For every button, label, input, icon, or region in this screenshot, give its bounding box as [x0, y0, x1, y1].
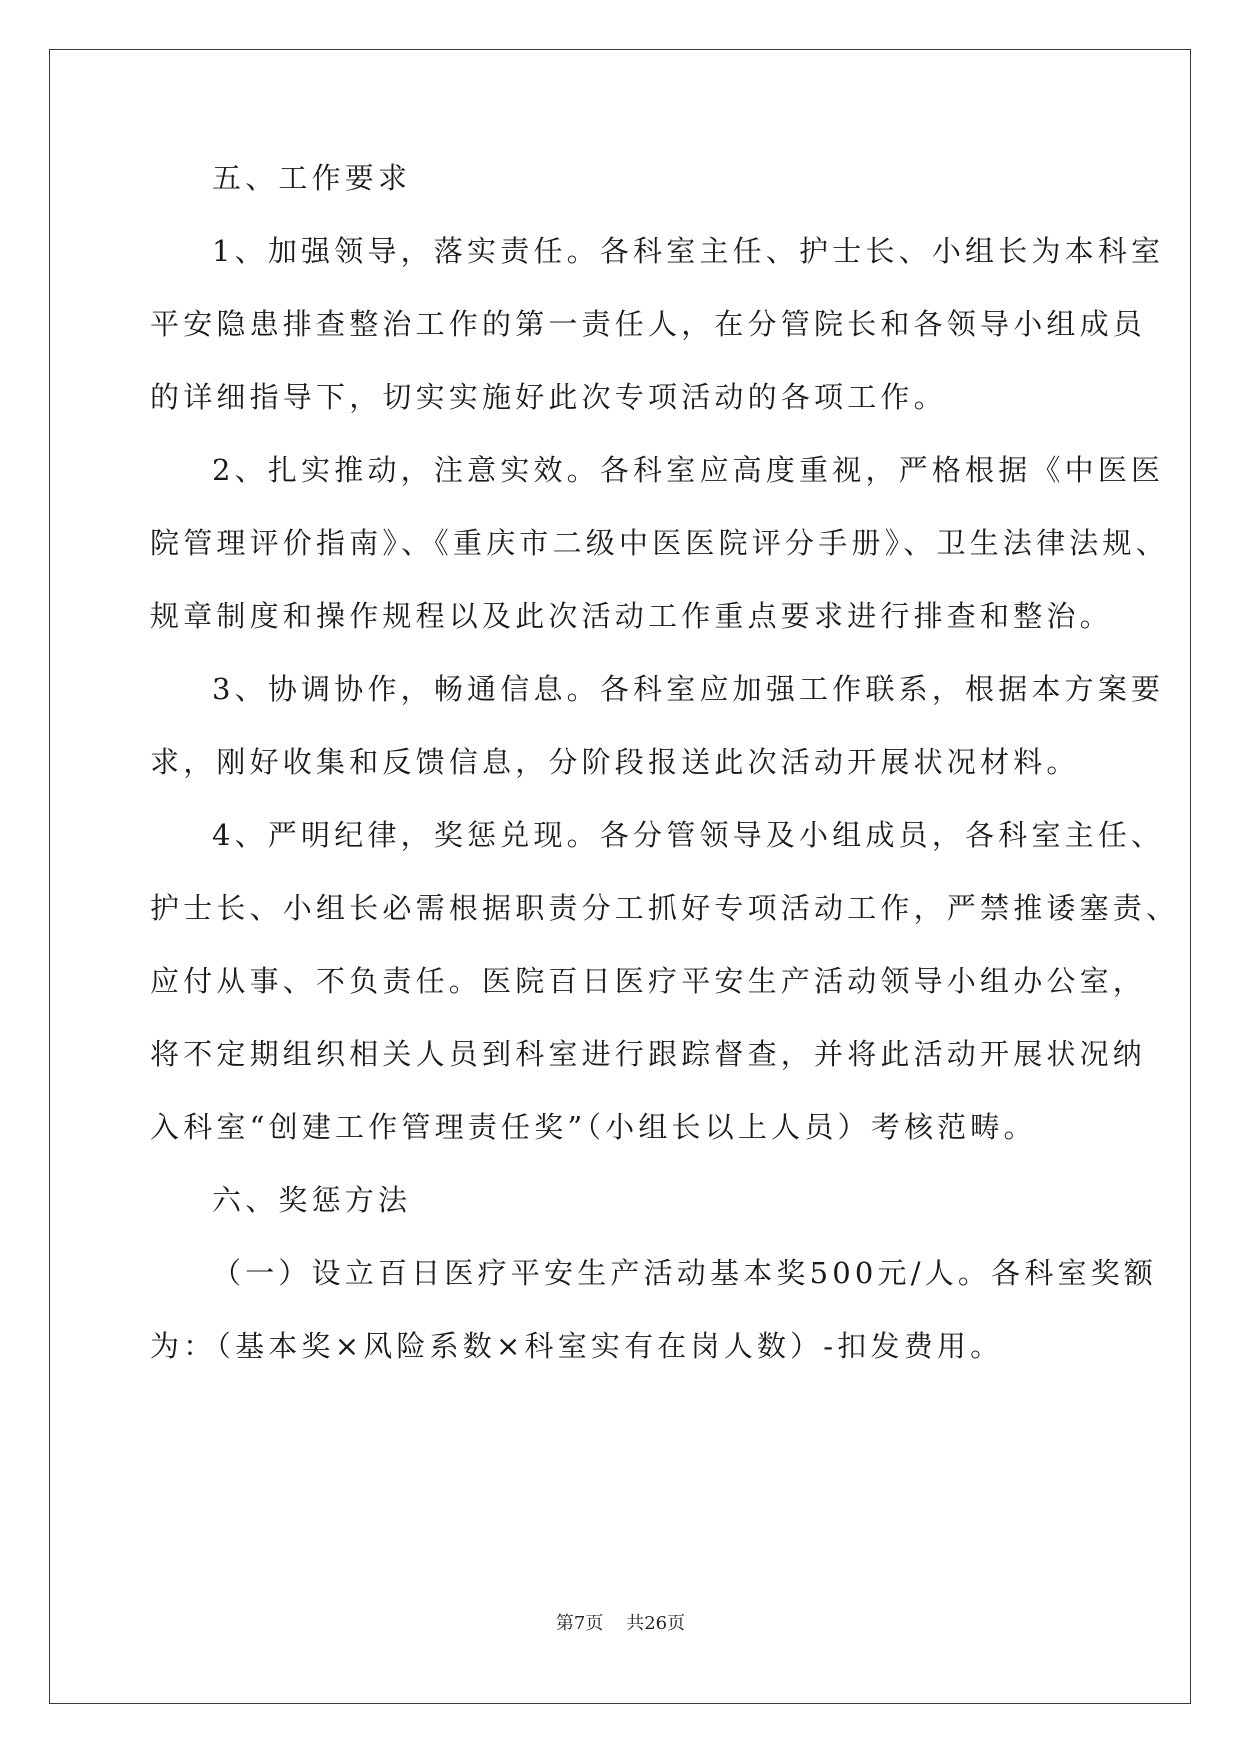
paragraph-line: 3、协调协作，畅通信息。各科室应加强工作联系，根据本方案要 [212, 672, 1165, 706]
paragraph-line: 的详细指导下，切实实施好此次专项活动的各项工作。 [150, 380, 947, 414]
paragraph-line: 护士长、小组长必需根据职责分工抓好专项活动工作，严禁推诿塞责、 [150, 891, 1180, 925]
section-heading-work-requirements: 五、工作要求 [212, 161, 412, 195]
paragraph-line: 入科室“创建工作管理责任奖”（小组长以上人员）考核范畴。 [150, 1110, 1037, 1144]
paragraph-line: （一）设立百日医疗平安生产活动基本奖500元/人。各科室奖额 [212, 1256, 1158, 1290]
paragraph-line: 院管理评价指南》、《重庆市二级中医医院评分手册》、卫生法律法规、 [150, 526, 1169, 560]
paragraph-line: 2、扎实推动，注意实效。各科室应高度重视，严格根据《中医医 [212, 453, 1165, 487]
paragraph-line: 规章制度和操作规程以及此次活动工作重点要求进行排查和整治。 [150, 599, 1113, 633]
section-heading-rewards-penalties: 六、奖惩方法 [212, 1183, 412, 1217]
paragraph-line: 4、严明纪律，奖惩兑现。各分管领导及小组成员，各科室主任、 [212, 818, 1165, 852]
page-footer [0, 1612, 1241, 1636]
page-number: 第7页 [555, 1613, 604, 1634]
paragraph-line: 1、加强领导，落实责任。各科室主任、护士长、小组长为本科室 [212, 234, 1165, 268]
paragraph-line: 求，刚好收集和反馈信息，分阶段报送此次活动开展状况材料。 [150, 745, 1080, 779]
page-border [49, 49, 1191, 1704]
paragraph-line: 为：（基本奖×风险系数×科室实有在岗人数）-扣发费用。 [150, 1329, 1004, 1363]
paragraph-line: 应付从事、不负责任。医院百日医疗平安生产活动领导小组办公室， [150, 964, 1147, 998]
paragraph-line: 将不定期组织相关人员到科室进行跟踪督查，并将此活动开展状况纳 [150, 1037, 1147, 1071]
paragraph-line: 平安隐患排查整治工作的第一责任人，在分管院长和各领导小组成员 [150, 307, 1147, 341]
total-pages: 共26页 [626, 1613, 686, 1634]
